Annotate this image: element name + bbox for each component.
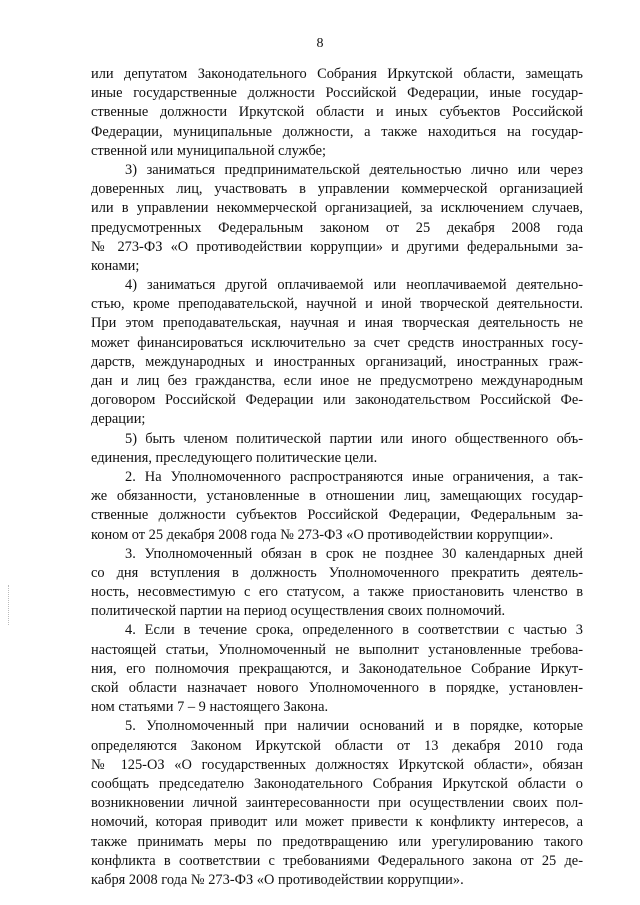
text-line: или в управлении некоммерческой организацией, за исключением случаев, xyxy=(91,200,583,217)
text-line: дерации; xyxy=(91,411,146,428)
text-line: Федерации, муниципальные должности, а также находиться на государ- xyxy=(91,123,583,140)
text-line: дарств, международных и иностранных организаций, иностранных граж- xyxy=(91,353,583,370)
text-line: 5. Уполномоченный при наличии оснований и в порядке, которые xyxy=(125,718,583,735)
text-line: настоящей статьи, Уполномоченный не выполнит установленные требова- xyxy=(91,641,583,658)
text-line: конами; xyxy=(91,257,140,274)
document-body xyxy=(91,65,583,890)
text-line: стью, кроме преподавательской, научной и иной творческой деятельности. xyxy=(91,296,583,313)
text-line: иные государственные должности Российской Федерации, иные государ- xyxy=(91,85,583,102)
text-line: политической партии на период осуществления своих полномочий. xyxy=(91,603,506,620)
text-line: возникновении личной заинтересованности при осуществлении своих пол- xyxy=(91,795,583,812)
text-line: или депутатом Законодательного Собрания Иркутской области, замещать xyxy=(91,66,583,82)
text-line: сообщать председателю Законодательного Собрания Иркутской области о xyxy=(91,775,583,792)
text-line: 3) заниматься предпринимательской деятельностью лично или через xyxy=(125,161,583,178)
text-line: дан и лиц без гражданства, если иное не предусмотрено международным xyxy=(91,373,583,389)
text-line: № 125-ОЗ «О государственных должностях Иркутской области», обязан xyxy=(91,756,583,773)
page-number: 8 xyxy=(316,36,324,51)
text-line: № 273-ФЗ «О противодействии коррупции» и другими федеральными за- xyxy=(91,238,583,255)
text-line: ственной или муниципальной службе; xyxy=(91,142,326,159)
text-line: определяются Законом Иркутской области от 13 декабря 2010 года xyxy=(91,737,583,754)
text-line: кабря 2008 года № 273-ФЗ «О противодействии коррупции». xyxy=(91,871,464,888)
text-line: ской области назначает нового Уполномоченного в порядке, установлен- xyxy=(91,680,583,696)
text-line: единения, преследующего политические цели. xyxy=(91,449,378,466)
text-line: 3. Уполномоченный обязан в срок не позднее 30 календарных дней xyxy=(125,545,583,562)
text-line: предусмотренных Федеральным законом от 25 декабря 2008 года xyxy=(91,219,583,236)
text-line: номочий, которая приводит или может привести к конфликту интересов, а xyxy=(91,814,583,831)
text-line: ственные должности субъектов Российской Федерации, Федеральным за- xyxy=(91,507,583,524)
text-line: 5) быть членом политической партии или иного общественного объ- xyxy=(125,430,583,447)
text-line: При этом преподавательская, научная и иная творческая деятельность не xyxy=(91,315,583,332)
text-line: конфликта в соответствии с требованиями Федерального закона от 25 де- xyxy=(91,852,583,869)
text-line: со дня вступления в должность Уполномоченного прекратить деятель- xyxy=(91,564,583,581)
margin-mark xyxy=(8,585,11,625)
text-line: ном статьями 7 – 9 настоящего Закона. xyxy=(91,699,329,716)
text-line: 2. На Уполномоченного распространяются иные ограничения, а так- xyxy=(125,468,583,485)
text-line: договором Российской Федерации или законодательством Российской Фе- xyxy=(91,392,583,409)
text-line: ность, несовместимую с его статусом, а также приостановить членство в xyxy=(91,584,583,601)
text-line: также принимать меры по предотвращению или урегулированию такого xyxy=(91,833,583,850)
text-line: ния, его полномочия прекращаются, и Законодательное Собрание Иркут- xyxy=(91,660,583,677)
text-line: 4) заниматься другой оплачиваемой или неоплачиваемой деятельно- xyxy=(125,277,583,294)
text-line: доверенных лиц, участвовать в управлении коммерческой организацией xyxy=(91,181,583,198)
text-line: 4. Если в течение срока, определенного в соответствии с частью 3 xyxy=(125,622,583,639)
text-line: может финансироваться исключительно за счет средств иностранных госу- xyxy=(91,334,583,351)
text-line: же обязанности, установленные в отношении лиц, замещающих государ- xyxy=(91,488,583,505)
text-line: коном от 25 декабря 2008 года № 273-ФЗ «О противодействии коррупции». xyxy=(91,526,554,543)
text-line: ственные должности Иркутской области и иных субъектов Российской xyxy=(91,104,583,121)
